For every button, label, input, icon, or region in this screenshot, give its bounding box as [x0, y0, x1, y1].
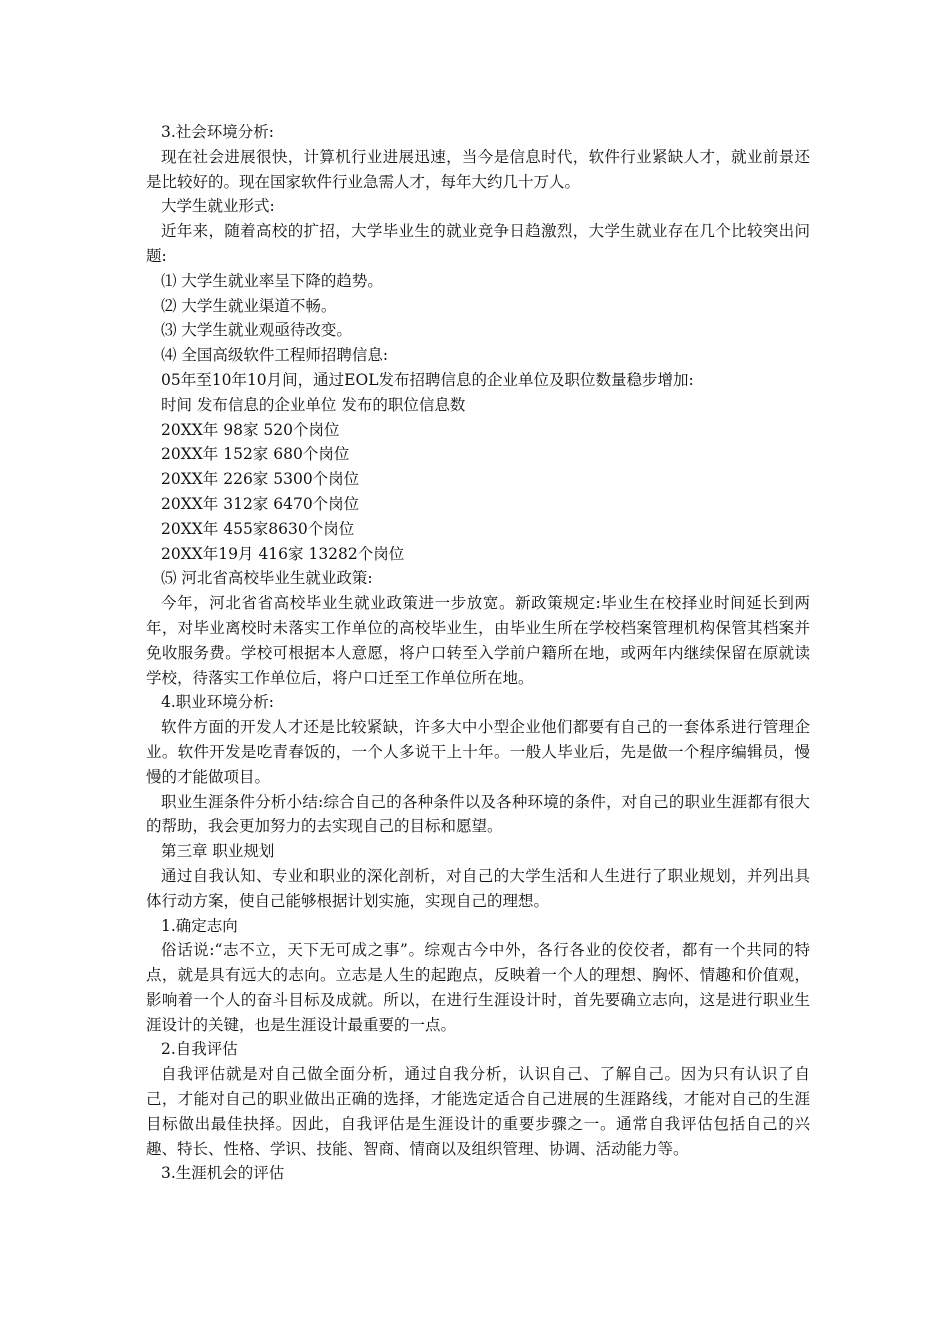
section-heading: 3.社会环境分析: — [161, 123, 275, 141]
paragraph: 职业生涯条件分析小结:综合自己的各种条件以及各种环境的条件，对自己的职业生涯都有很大的帮助，我会更加努力的去实现自己的目标和愿望。 — [146, 792, 810, 836]
table-row: 时间 发布信息的企业单位 发布的职位信息数 — [161, 395, 466, 414]
section-heading: 3.生涯机会的评估 — [161, 1164, 285, 1183]
list-item: 05年至10年10月间，通过EOL发布招聘信息的企业单位及职位数量稳步增加: — [161, 370, 694, 389]
list-item: ⑵ 大学生就业渠道不畅。 — [161, 296, 337, 315]
table-row: 20XX年 226家 5300个岗位 — [161, 470, 360, 489]
list-item: ⑶ 大学生就业观亟待改变。 — [161, 321, 352, 340]
section-heading: 4.职业环境分析: — [161, 693, 275, 712]
list-item: ⑸ 河北省高校毕业生就业政策: — [161, 569, 373, 588]
section-heading: 1.确定志向 — [161, 916, 238, 935]
paragraph: 近年来，随着高校的扩招，大学毕业生的就业竞争日趋激烈，大学生就业存在几个比较突出问题: — [146, 222, 810, 265]
paragraph: 自我评估就是对自己做全面分析，通过自我分析，认识自己、了解自己。因为只有认识了自己，才能对自己的职业做出正确的选择，才能选定适合自己进展的生涯路线，才能对自己的生涯目标做出最佳抉择。因此，自我评估是生涯设计的重要步骤之一。通常自我评估包括自己的兴趣、特长、性格、学识、技能、智商、情商以及组织管理、协调、活动能力等。 — [146, 1065, 810, 1158]
list-item: ⑴ 大学生就业率呈下降的趋势。 — [161, 271, 383, 290]
section-heading: 2.自我评估 — [161, 1040, 238, 1059]
paragraph: 今年，河北省省高校毕业生就业政策进一步放宽。新政策规定:毕业生在校择业时间延长到两年，对毕业离校时未落实工作单位的高校毕业生，由毕业生所在学校档案管理机构保管其档案并免收服务费。学校可根据本人意愿，将户口转至入学前户籍所在地，或两年内继续保留在原就读学校，待落实工作单位后，将户口迁至工作单位所在地。 — [146, 594, 810, 687]
table-row: 20XX年 312家 6470个岗位 — [161, 494, 360, 513]
paragraph: 软件方面的开发人才还是比较紧缺，许多大中小型企业他们都要有自己的一套体系进行管理企业。软件开发是吃青春饭的，一个人多说干上十年。一般人毕业后，先是做一个程序编辑员，慢慢的才能做项目。 — [146, 718, 810, 786]
paragraph: 现在社会进展很快，计算机行业进展迅速，当今是信息时代，软件行业紧缺人才，就业前景还是比较好的。现在国家软件行业急需人才，每年大约几十万人。 — [146, 147, 810, 191]
paragraph: 俗话说:“志不立，天下无可成之事”。综观古今中外，各行各业的佼佼者，都有一个共同的特点，就是具有远大的志向。立志是人生的起跑点，反映着一个人的理想、胸怀、情趣和价值观，影响着一个人的奋斗目标及成就。所以，在进行生涯设计时，首先要确立志向，这是进行职业生涯设计的关键，也是生涯设计最重要的一点。 — [146, 941, 810, 1034]
table-row: 20XX年 98家 520个岗位 — [161, 420, 340, 439]
section-heading: 大学生就业形式: — [161, 197, 275, 216]
table-row: 20XX年 455家8630个岗位 — [161, 519, 355, 538]
table-row: 20XX年19月 416家 13282个岗位 — [161, 544, 405, 563]
table-row: 20XX年 152家 680个岗位 — [161, 445, 350, 464]
list-item: ⑷ 全国高级软件工程师招聘信息: — [161, 346, 389, 365]
document-page — [146, 120, 810, 1186]
section-heading: 第三章 职业规划 — [161, 842, 275, 861]
paragraph: 通过自我认知、专业和职业的深化剖析，对自己的大学生活和人生进行了职业规划，并列出具体行动方案，使自己能够根据计划实施，实现自己的理想。 — [146, 866, 810, 910]
